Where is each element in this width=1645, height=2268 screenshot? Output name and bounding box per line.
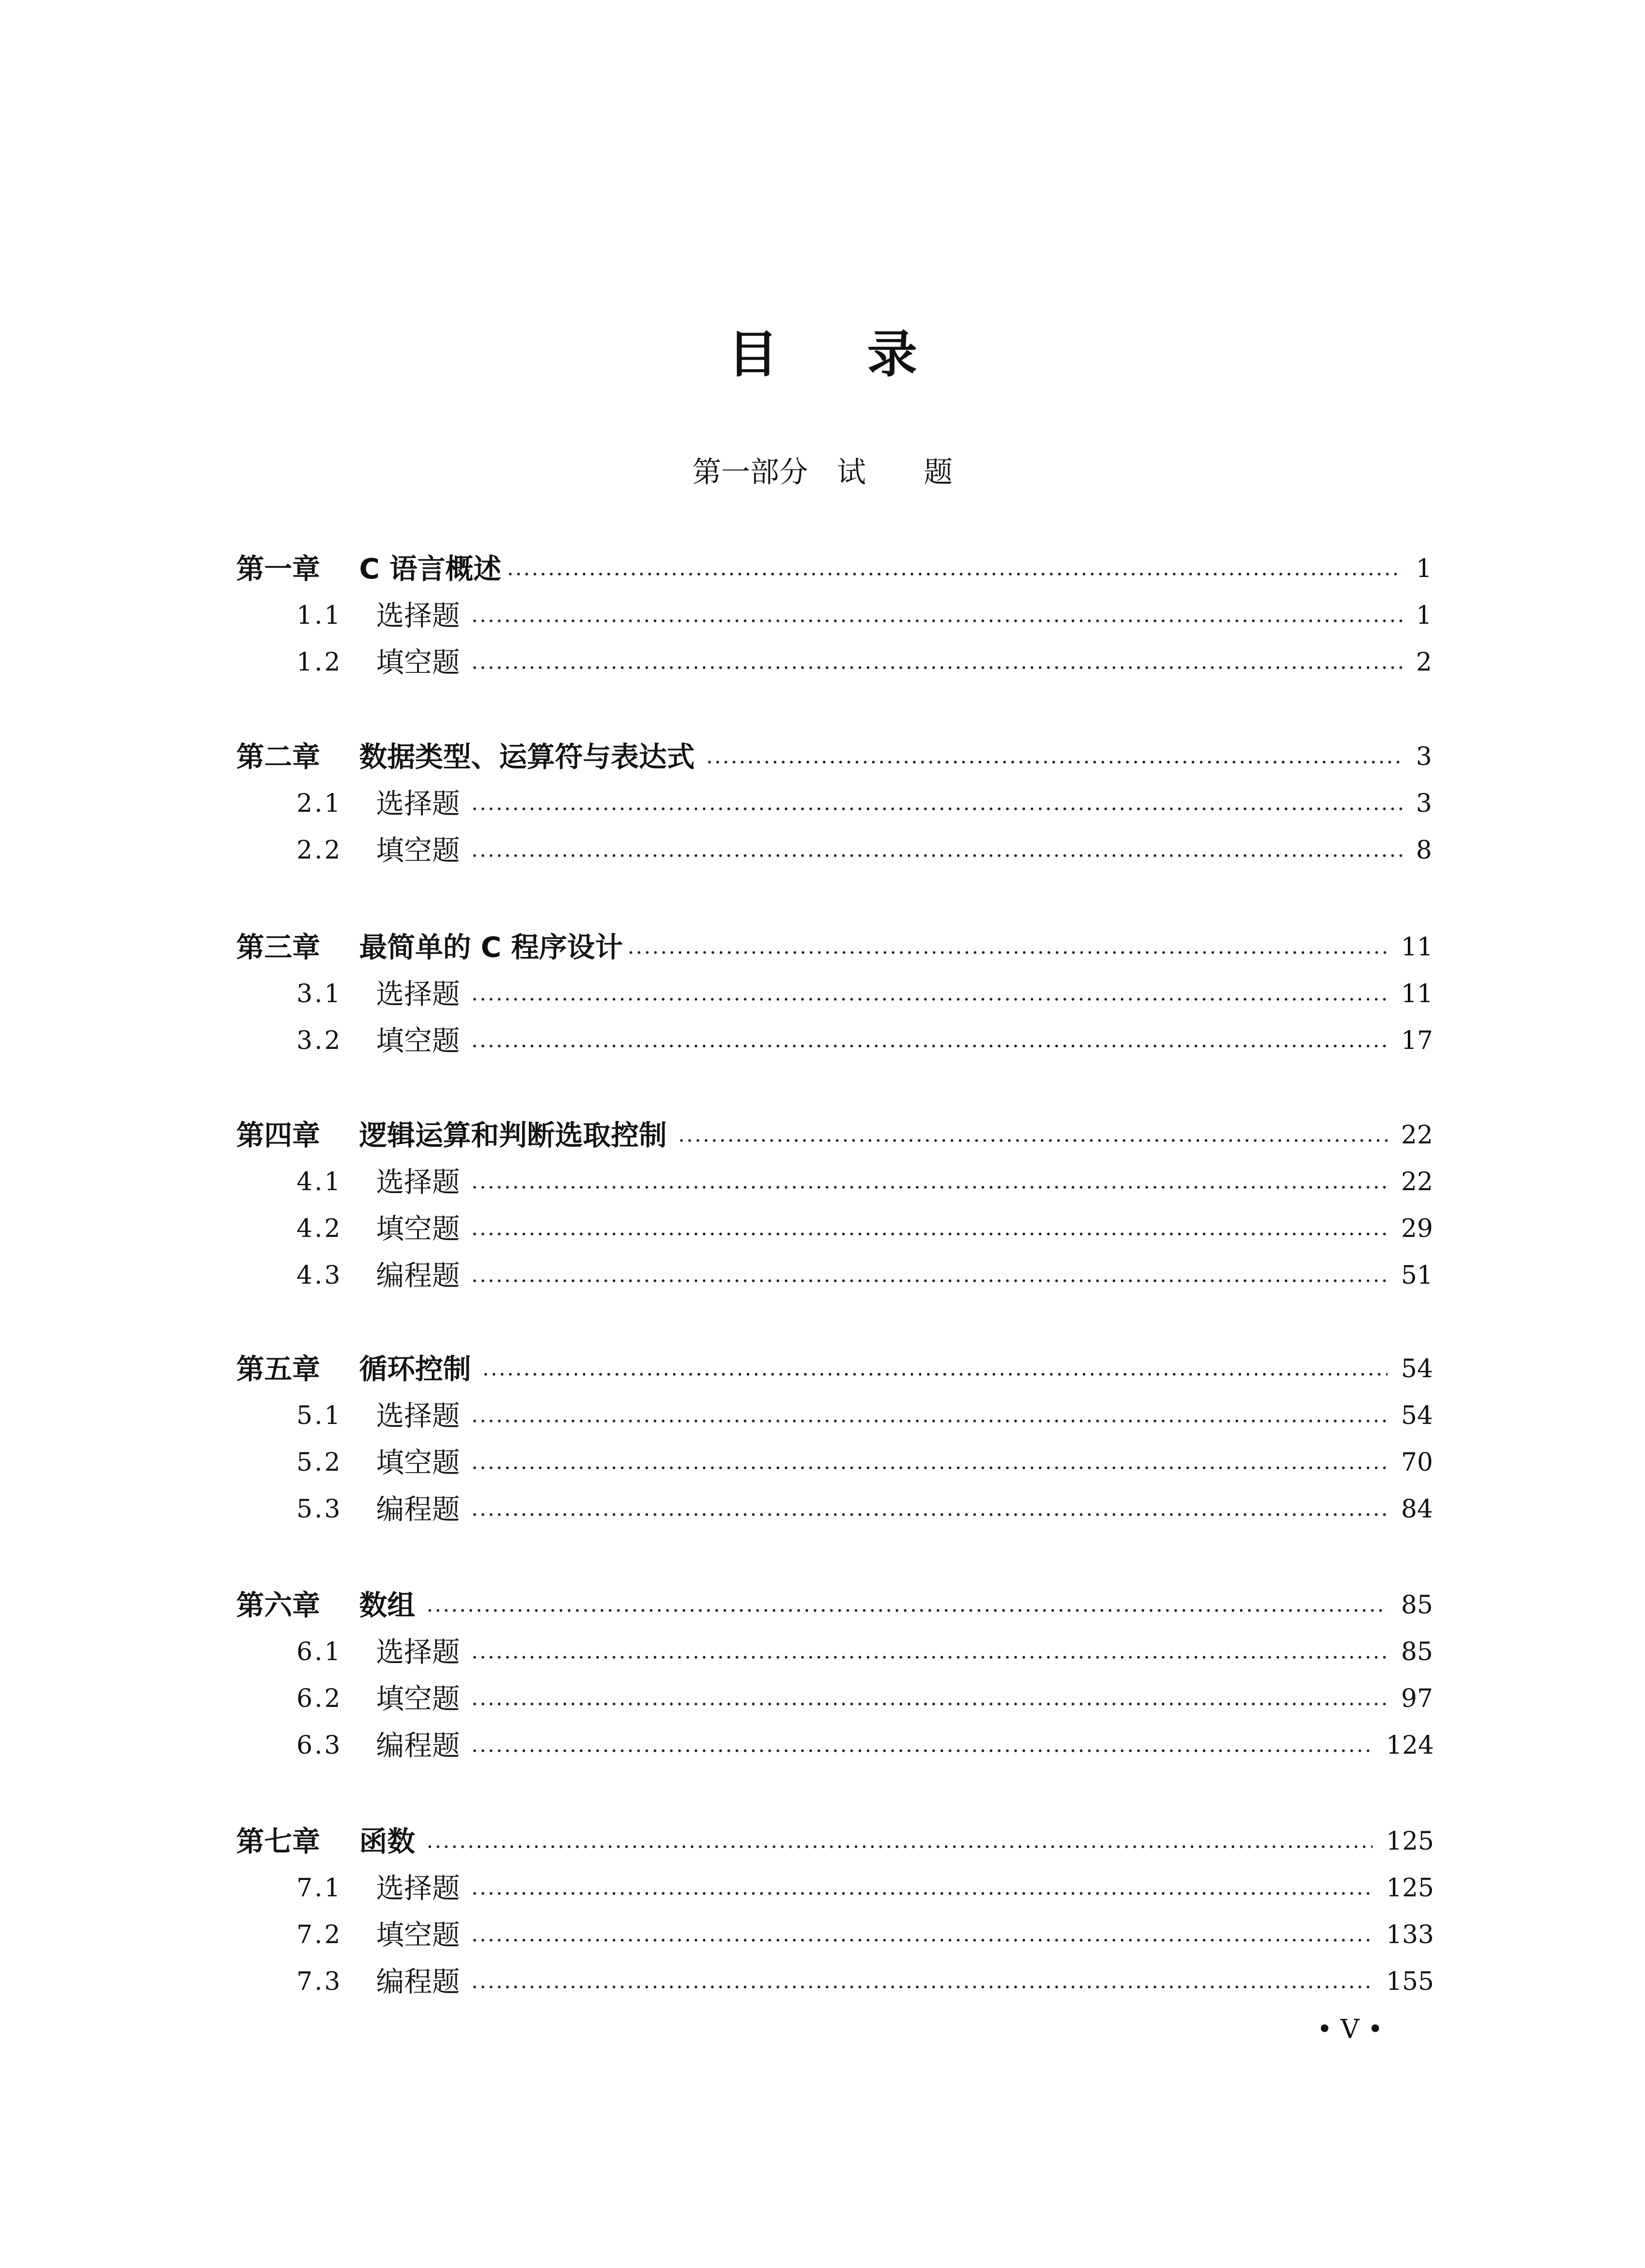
chapter-title: 数组	[359, 1589, 416, 1622]
chapter-page-number: 11	[1401, 933, 1433, 962]
section-title: 编程题	[376, 1965, 460, 1998]
section-row	[0, 1679, 1645, 1718]
section-row	[0, 1962, 1645, 2001]
chapter-row	[0, 928, 1645, 966]
section-row	[0, 1869, 1645, 1907]
dot-leader	[677, 1116, 1388, 1154]
chapter-title: 循环控制	[359, 1353, 472, 1385]
chapter-number: 第二章	[236, 740, 321, 773]
section-row	[0, 1726, 1645, 1765]
chapter-page-number: 125	[1386, 1827, 1434, 1856]
chapter-page-number: 3	[1416, 742, 1432, 771]
section-title: 选择题	[376, 787, 460, 820]
section-row	[0, 1490, 1645, 1529]
section-row	[0, 975, 1645, 1013]
section-title: 编程题	[376, 1493, 460, 1526]
dot-leader	[482, 1350, 1388, 1388]
dot-leader	[471, 1679, 1388, 1718]
dot-leader	[471, 1633, 1388, 1671]
chapter-title: 数据类型、运算符与表达式	[359, 740, 695, 773]
dot-leader	[471, 831, 1402, 870]
section-number: 2.1	[297, 789, 342, 818]
dot-leader	[471, 1916, 1373, 1954]
chapter-page-number: 85	[1401, 1591, 1433, 1620]
section-title: 填空题	[376, 1919, 460, 1951]
section-page-number: 29	[1401, 1214, 1433, 1243]
section-page-number: 17	[1401, 1026, 1433, 1055]
dot-leader	[426, 1822, 1373, 1861]
dot-leader	[471, 1962, 1373, 2001]
section-title: 编程题	[376, 1259, 460, 1292]
section-title: 选择题	[376, 978, 460, 1010]
section-row	[0, 1916, 1645, 1954]
chapter-row	[0, 1350, 1645, 1388]
section-row	[0, 1256, 1645, 1295]
section-row	[0, 1021, 1645, 1060]
section-title: 填空题	[376, 1212, 460, 1245]
chapter-row	[0, 1116, 1645, 1154]
section-page-number: 125	[1386, 1874, 1434, 1903]
section-number: 4.3	[297, 1261, 342, 1290]
section-number: 7.2	[297, 1920, 342, 1949]
dot-leader	[471, 643, 1402, 682]
chapter-row	[0, 550, 1645, 588]
chapter-number: 第四章	[236, 1119, 321, 1152]
dot-leader	[471, 1396, 1388, 1435]
section-title: 填空题	[376, 646, 460, 679]
section-row	[0, 643, 1645, 682]
chapter-page-number: 1	[1416, 554, 1432, 583]
dot-leader	[627, 928, 1388, 966]
section-row	[0, 831, 1645, 870]
section-row	[0, 784, 1645, 823]
section-number: 6.2	[297, 1684, 342, 1713]
section-title: 选择题	[376, 1166, 460, 1198]
section-page-number: 97	[1401, 1684, 1433, 1713]
section-number: 1.1	[297, 601, 342, 630]
section-page-number: 22	[1401, 1168, 1433, 1196]
dot-leader	[471, 1726, 1373, 1765]
dot-leader	[506, 550, 1402, 588]
chapter-title: 最简单的 C 程序设计	[359, 931, 623, 964]
part-title: 第一部分 试 题	[692, 456, 953, 489]
section-row	[0, 1443, 1645, 1482]
section-page-number: 2	[1416, 648, 1432, 677]
section-page-number: 84	[1401, 1495, 1433, 1524]
section-row	[0, 1633, 1645, 1671]
section-title: 填空题	[376, 1682, 460, 1715]
section-number: 5.1	[297, 1401, 342, 1430]
section-number: 1.2	[297, 648, 342, 677]
section-title: 填空题	[376, 834, 460, 867]
dot-leader	[471, 1256, 1388, 1295]
section-page-number: 51	[1401, 1261, 1433, 1290]
section-number: 4.1	[297, 1168, 342, 1196]
section-page-number: 11	[1401, 980, 1433, 1008]
section-number: 3.1	[297, 980, 342, 1008]
chapter-number: 第六章	[236, 1589, 321, 1622]
page-folio: • V •	[1317, 2014, 1383, 2044]
section-title: 选择题	[376, 1872, 460, 1905]
dot-leader	[471, 1490, 1388, 1529]
chapter-number: 第一章	[236, 552, 321, 585]
chapter-title: 函数	[359, 1825, 416, 1858]
chapter-page-number: 22	[1401, 1121, 1433, 1150]
section-page-number: 155	[1386, 1967, 1434, 1996]
section-number: 7.1	[297, 1874, 342, 1903]
chapter-title: 逻辑运算和判断选取控制	[359, 1119, 667, 1152]
section-row	[0, 1163, 1645, 1201]
chapter-title: C 语言概述	[359, 552, 501, 585]
section-number: 4.2	[297, 1214, 342, 1243]
section-number: 5.3	[297, 1495, 342, 1524]
section-page-number: 3	[1416, 789, 1432, 818]
dot-leader	[471, 784, 1402, 823]
section-title: 选择题	[376, 599, 460, 632]
dot-leader	[471, 1209, 1388, 1248]
dot-leader	[705, 738, 1402, 776]
section-number: 6.3	[297, 1731, 342, 1760]
dot-leader	[471, 1869, 1373, 1907]
section-page-number: 8	[1416, 836, 1432, 865]
section-page-number: 85	[1401, 1637, 1433, 1666]
section-page-number: 1	[1416, 601, 1432, 630]
section-title: 填空题	[376, 1446, 460, 1479]
section-title: 选择题	[376, 1636, 460, 1668]
section-page-number: 133	[1386, 1920, 1434, 1949]
dot-leader	[471, 1021, 1388, 1060]
chapter-number: 第五章	[236, 1353, 321, 1385]
section-row	[0, 1209, 1645, 1248]
section-page-number: 54	[1401, 1401, 1433, 1430]
section-number: 3.2	[297, 1026, 342, 1055]
section-number: 5.2	[297, 1448, 342, 1477]
chapter-row	[0, 1586, 1645, 1624]
section-number: 7.3	[297, 1967, 342, 1996]
section-title: 选择题	[376, 1399, 460, 1432]
section-title: 编程题	[376, 1729, 460, 1762]
chapter-number: 第三章	[236, 931, 321, 964]
section-page-number: 70	[1401, 1448, 1433, 1477]
dot-leader	[471, 975, 1388, 1013]
chapter-row	[0, 1822, 1645, 1861]
chapter-row	[0, 738, 1645, 776]
section-row	[0, 1396, 1645, 1435]
chapter-page-number: 54	[1401, 1355, 1433, 1383]
section-number: 6.1	[297, 1637, 342, 1666]
section-title: 填空题	[376, 1024, 460, 1057]
page-title: 目录	[728, 325, 1007, 384]
dot-leader	[426, 1586, 1388, 1624]
chapter-number: 第七章	[236, 1825, 321, 1858]
dot-leader	[471, 1163, 1388, 1201]
dot-leader	[471, 596, 1402, 635]
section-row	[0, 596, 1645, 635]
dot-leader	[471, 1443, 1388, 1482]
section-number: 2.2	[297, 836, 342, 865]
section-page-number: 124	[1386, 1731, 1434, 1760]
